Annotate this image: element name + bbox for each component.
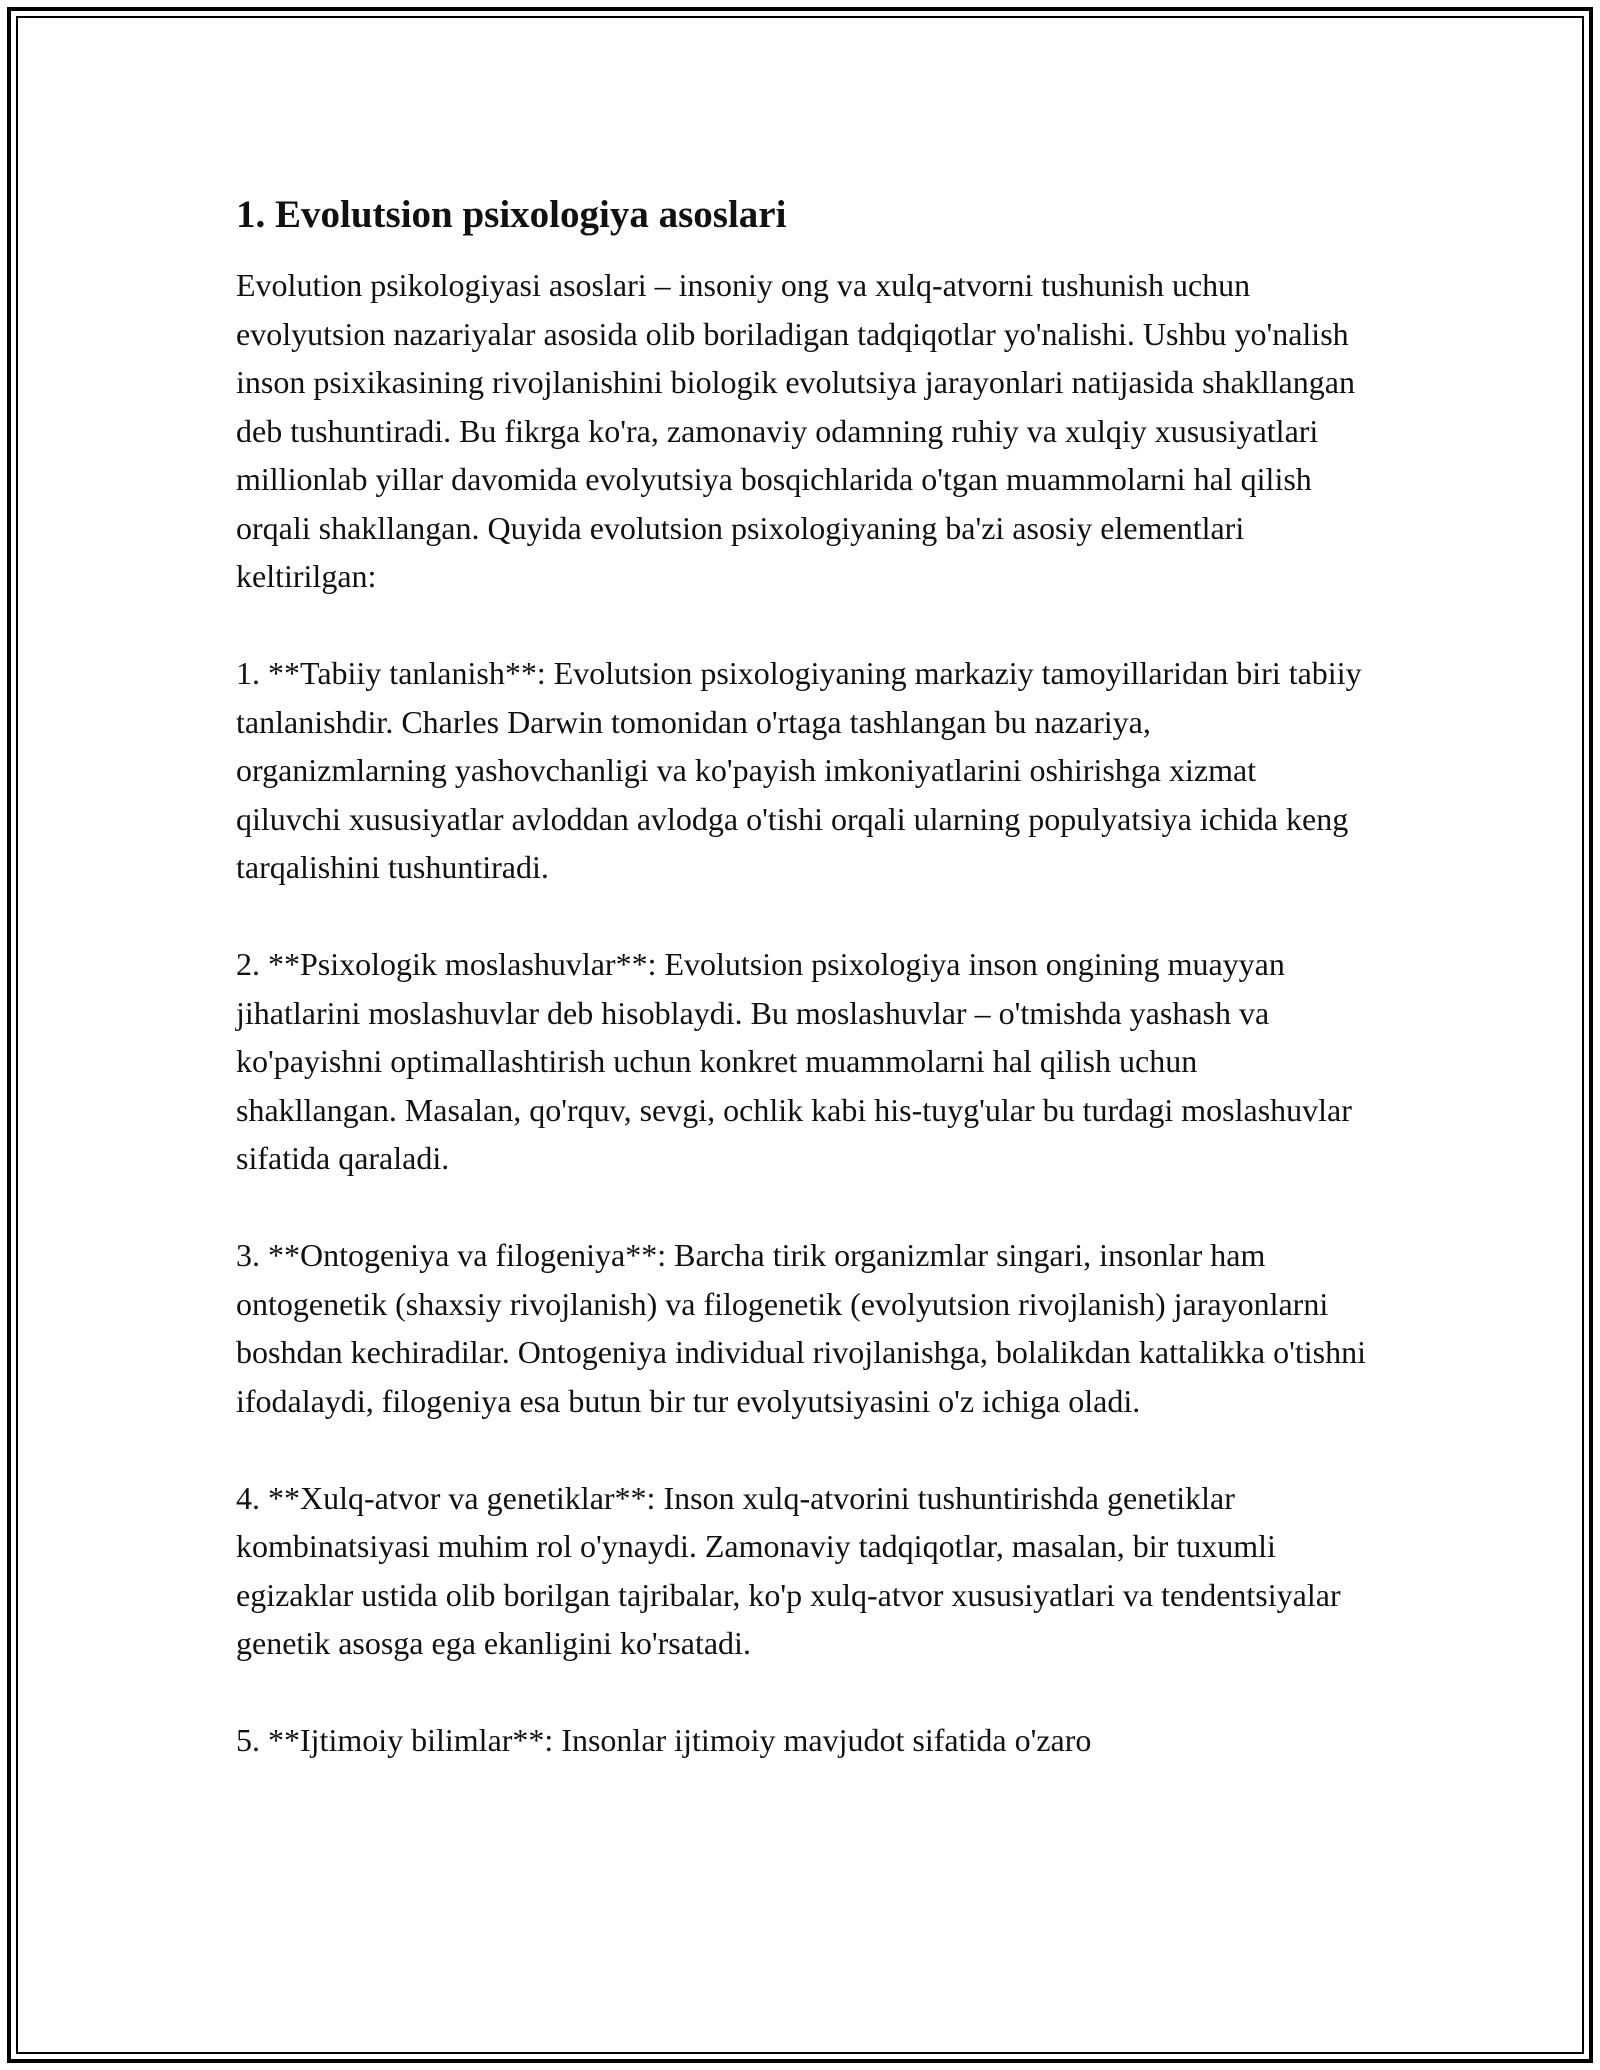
list-item-ontogeny-phylogeny: 3. **Ontogeniya va filogeniya**: Barcha tirik organizmlar singari, insonlar ham ontogenetik (shaxsiy rivojlanish) va filogenetik (evolyutsion rivojlanish) jarayonlarni boshdan kechiradilar. Ontogeniya individual rivojlanishga, bolalikdan kattalikka o'tishni ifodalaydi, filogeniya esa butun bir tur evolyutsiyasini o'z ichiga oladi. [236, 1237, 1366, 1419]
list-item-social-knowledge: 5. **Ijtimoiy bilimlar**: Insonlar ijtimoiy mavjudot sifatida o'zaro [236, 1722, 1092, 1758]
list-item-behavior-genetics: 4. **Xulq-atvor va genetiklar**: Inson xulq-atvorini tushuntirishda genetiklar kombinatsiyasi muhim rol o'ynaydi. Zamonaviy tadqiqotlar, masalan, bir tuxumli egizaklar ustida olib borilgan tajribalar, ko'p xulq-atvor xususiyatlari va tendentsiyalar genetik asosga ega ekanligini ko'rsatadi. [236, 1479, 1341, 1661]
intro-paragraph: Evolution psikologiyasi asoslari – insoniy ong va xulq-atvorni tushunish uchun evolyutsion nazariyalar asosida olib boriladigan tadqiqotlar yo'nalishi. Ushbu yo'nalish inson psixikasining rivojlanishini biologik evolutsiya jarayonlari natijasida shakllangan deb tushuntiradi. Bu fikrga ko'ra, zamonaviy odamning ruhiy va xulqiy xususiyatlari millionlab yillar davomida evolyutsiya bosqichlarida o'tgan muammolarni hal qilish orqali shakllangan. Quyida evolutsion psixologiyaning ba'zi asosiy elementlari keltirilgan: [236, 267, 1355, 594]
document-title: 1. Evolutsion psixologiya asoslari [236, 193, 787, 236]
document-body [236, 190, 1366, 1765]
list-item-natural-selection: 1. **Tabiiy tanlanish**: Evolutsion psixologiyaning markaziy tamoyillaridan biri tabiiy tanlanishdir. Charles Darwin tomonidan o'rtaga tashlangan bu nazariya, organizmlarning yashovchanligi va ko'payish imkoniyatlarini oshirishga xizmat qiluvchi xususiyatlar avloddan avlodga o'tishi orqali ularning populyatsiya ichida keng tarqalishini tushuntiradi. [236, 655, 1362, 885]
list-item-psychological-adaptations: 2. **Psixologik moslashuvlar**: Evolutsion psixologiya inson ongining muayyan jihatlarini moslashuvlar deb hisoblaydi. Bu moslashuvlar – o'tmishda yashash va ko'payishni optimallashtirish uchun konkret muammolarni hal qilish uchun shakllangan. Masalan, qo'rquv, sevgi, ochlik kabi his-tuyg'ular bu turdagi moslashuvlar sifatida qaraladi. [236, 946, 1352, 1176]
